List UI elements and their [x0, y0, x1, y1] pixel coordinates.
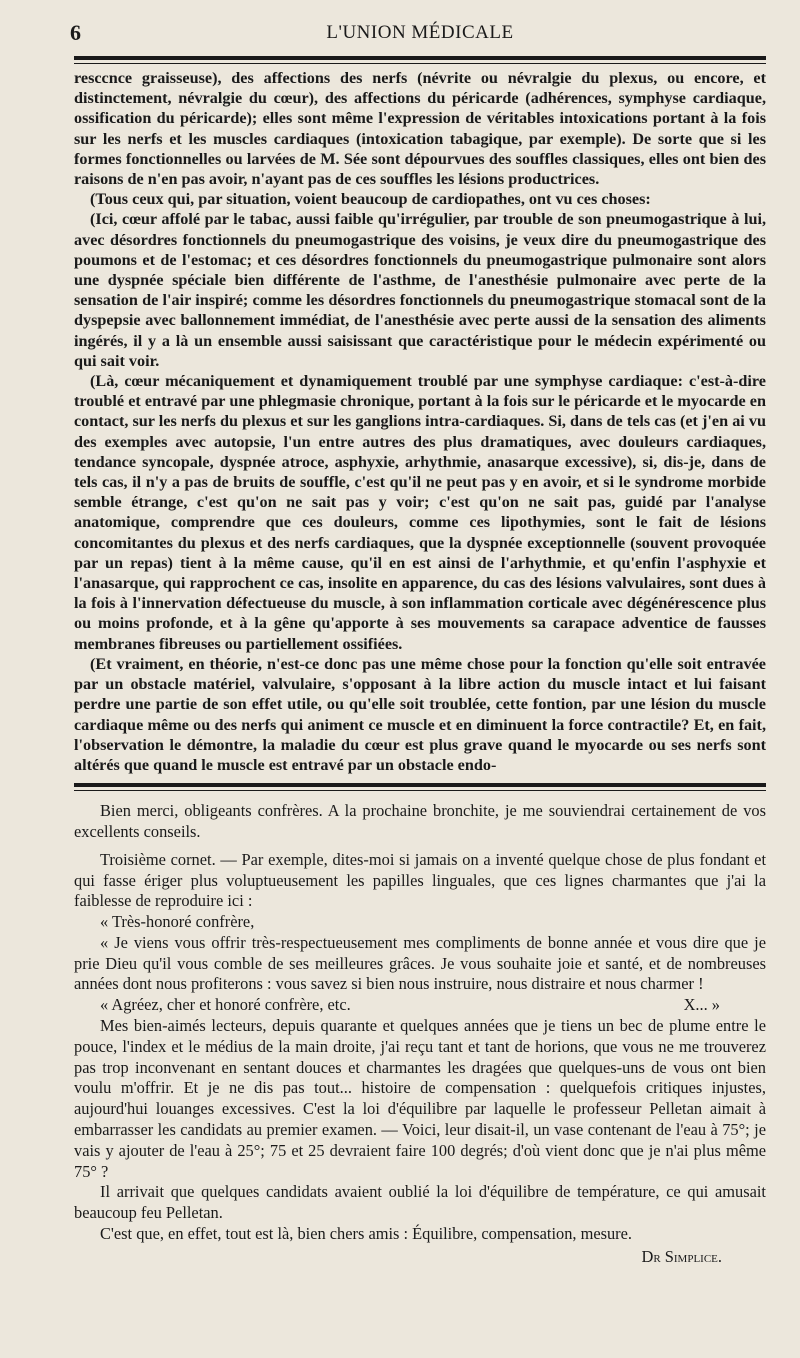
quote-closing: [74, 995, 766, 1016]
lower-paragraph: C'est que, en effet, tout est là, bien chers amis : Équilibre, compensation, mesure.: [100, 1224, 633, 1244]
upper-paragraph: (Et vraiment, en théorie, n'est-ce donc pas une même chose pour la fonction qu'elle soit entravée par un obstacle matériel, valvulaire, s'opposant à la libre action du muscle intact et lui faisant perdre une partie de son effet utile, ou qu'elle soit troublée, cette fontion, par une lésion du muscle cardiaque même ou des nerfs qui animent ce muscle et en diminuent la force contractile? Et, en fait, l'observation le démontre, la maladie du cœur est plus grave quand le myocarde ou ses nerfs sont altérés que quand le muscle est entravé par un obstacle endo-: [74, 654, 766, 774]
quote-signature: X... »: [683, 995, 720, 1015]
upper-paragraph: (Ici, cœur affolé par le tabac, aussi faible qu'irrégulier, par trouble de son pneumogastrique à lui, avec désordres fonctionnels du pneumogastrique des voisins, je veux dire du pneumogastrique des poumons et de l'estomac; et ces désordres fonctionnels du pneumogastrique pulmonaire sont alors une dyspnée spéciale bien différente de l'asthme, de l'anesthésie pulmonaire avec perte de la sensation de l'air inspiré; comme les désordres fonctionnels du pneumogastrique stomacal sont de la dyspepsie avec ballonnement immédiat, de l'anesthésie avec perte aussi de la sensation des aliments ingérés, il y a là un ensemble aussi saisissant que caractéristique pour le médecin expérimenté ou qui sait voir.: [74, 210, 766, 370]
author-signature: Dr Simplice.: [641, 1246, 722, 1266]
lower-paragraph: Il arrivait que quelques candidats avaient oublié la loi d'équilibre de température, ce qui amusait beaucoup feu Pelletan.: [74, 1182, 766, 1223]
lower-paragraph: Mes bien-aimés lecteurs, depuis quarante et quelques années que je tiens un bec de plume entre le pouce, l'index et le médius de la main droite, j'ai reçu tant et tant de horions, que vous ne me trouverez pas trop inconvenant en sentant douces et charmantes les dragées que quelques-uns de vous ont bien voulu m'offrir. Et je ne dis pas tout... histoire de compensation : quelquefois critiques injustes, aujourd'hui louanges excessives. C'est la loi d'équilibre par laquelle le professeur Pelletan aimait à embarrasser les candidats au premier examen. — Voici, leur disait-il, un vase contenant de l'eau à 75°; je vais y ajouter de l'eau à 25°; 75 et 25 devraient faire 100 degrés; d'où vient donc que je n'ai plus même 75° ?: [74, 1016, 766, 1181]
quote-body: « Je viens vous offrir très-respectueusement mes compliments de bonne année et vous dire que je prie Dieu qu'il vous comble de ses meilleures grâces. Je vous souhaite joie et santé, et de nombreuses années dont nous profiterons : vous savez si bien nous instruire, nous distraire et nous charmer !: [74, 932, 766, 994]
upper-paragraph: (Tous ceux qui, par situation, voient beaucoup de cardiopathes, ont vu ces choses:: [90, 190, 651, 209]
upper-paragraph: resccnce graisseuse), des affections des nerfs (névrite ou névralgie du plexus, ou encore, et distinctement, névralgie du cœur), des affections du péricarde (adhérences, symphyse cardiaque, ossification du péricarde); elles sont même l'expression de véritables intoxications portant à la fois sur les nerfs et les muscles cardiaques (intoxication tabagique, par exemple). De sorte que si les formes fonctionnelles ou larvées de M. Sée sont dépourvues des souffles classiques, elles ont bien des raisons de n'en pas avoir, n'ayant pas de ces souffles les lésions productrices.: [74, 69, 766, 189]
upper-paragraph: (Là, cœur mécaniquement et dynamiquement troublé par une symphyse cardiaque: c'est-à-dire troublé et entravé par une phlegmasie chronique, portant à la fois sur le péricarde et le myocarde en contact, sur les nerfs du plexus et sur les ganglions intra-cardiaques. Si, dans de tels cas (et j'en ai vu des exemples avec autopsie, l'un entre autres des plus dramatiques, avec douleurs cardiaques, tendance syncopale, dyspnée atroce, asphyxie, arhythmie, anasarque excessive), si, dis-je, dans de tels cas, il n'y a pas de bruits de souffle, c'est qu'il ne peut pas y en avoir, et si le syndrome morbide semble étrange, c'est qu'on ne sait pas y voir; c'est qu'on ne sait pas, guidé par l'analyse anatomique, comprendre que ces douleurs, comme ces lipothymies, sont le fait de lésions concomitantes du plexus et des nerfs cardiaques, que la dyspnée exceptionnelle (souvent provoquée par un repas) tient à la même cause, qu'il en est ainsi de l'arhythmie, et qu'enfin l'asphyxie et l'anasarque, qui rapprochent ce cas, insolite en apparence, du cas des lésions valvulaires, sont dues à la fois à l'innervation défectueuse du muscle, à son inflammation corticale avec dégénérescence plus ou moins profonde, et à la gêne qu'apporte à ses mouvements sa carapace adventice de fausses membranes fibreuses ou partiellement ossifiées.: [74, 372, 766, 653]
divider-rule-thick: [74, 783, 766, 787]
upper-article: [74, 68, 766, 775]
journal-title: L'UNION MÉDICALE: [326, 22, 514, 43]
lower-paragraph: Troisième cornet. — Par exemple, dites-moi si jamais on a inventé quelque chose de plus fondant et qui fasse ériger plus voluptueusement les papilles linguales, que ces lignes charmantes que j'ai la faiblesse de reproduire ici :: [74, 849, 766, 911]
header-rule-thick: [74, 56, 766, 60]
quote-closing-text: « Agréez, cher et honoré confrère, etc.: [100, 995, 351, 1015]
quote-salutation: « Très-honoré confrère,: [100, 912, 255, 932]
section-divider: [74, 783, 766, 791]
divider-rule-thin: [74, 790, 766, 791]
lower-paragraph: Bien merci, obligeants confrères. A la prochaine bronchite, je me souviendrai certainement de vos excellents conseils.: [74, 801, 766, 841]
page-header: [70, 16, 766, 46]
page-number: 6: [70, 20, 81, 45]
feuilleton-text: [74, 801, 766, 1268]
header-rule-thin: [74, 63, 766, 64]
